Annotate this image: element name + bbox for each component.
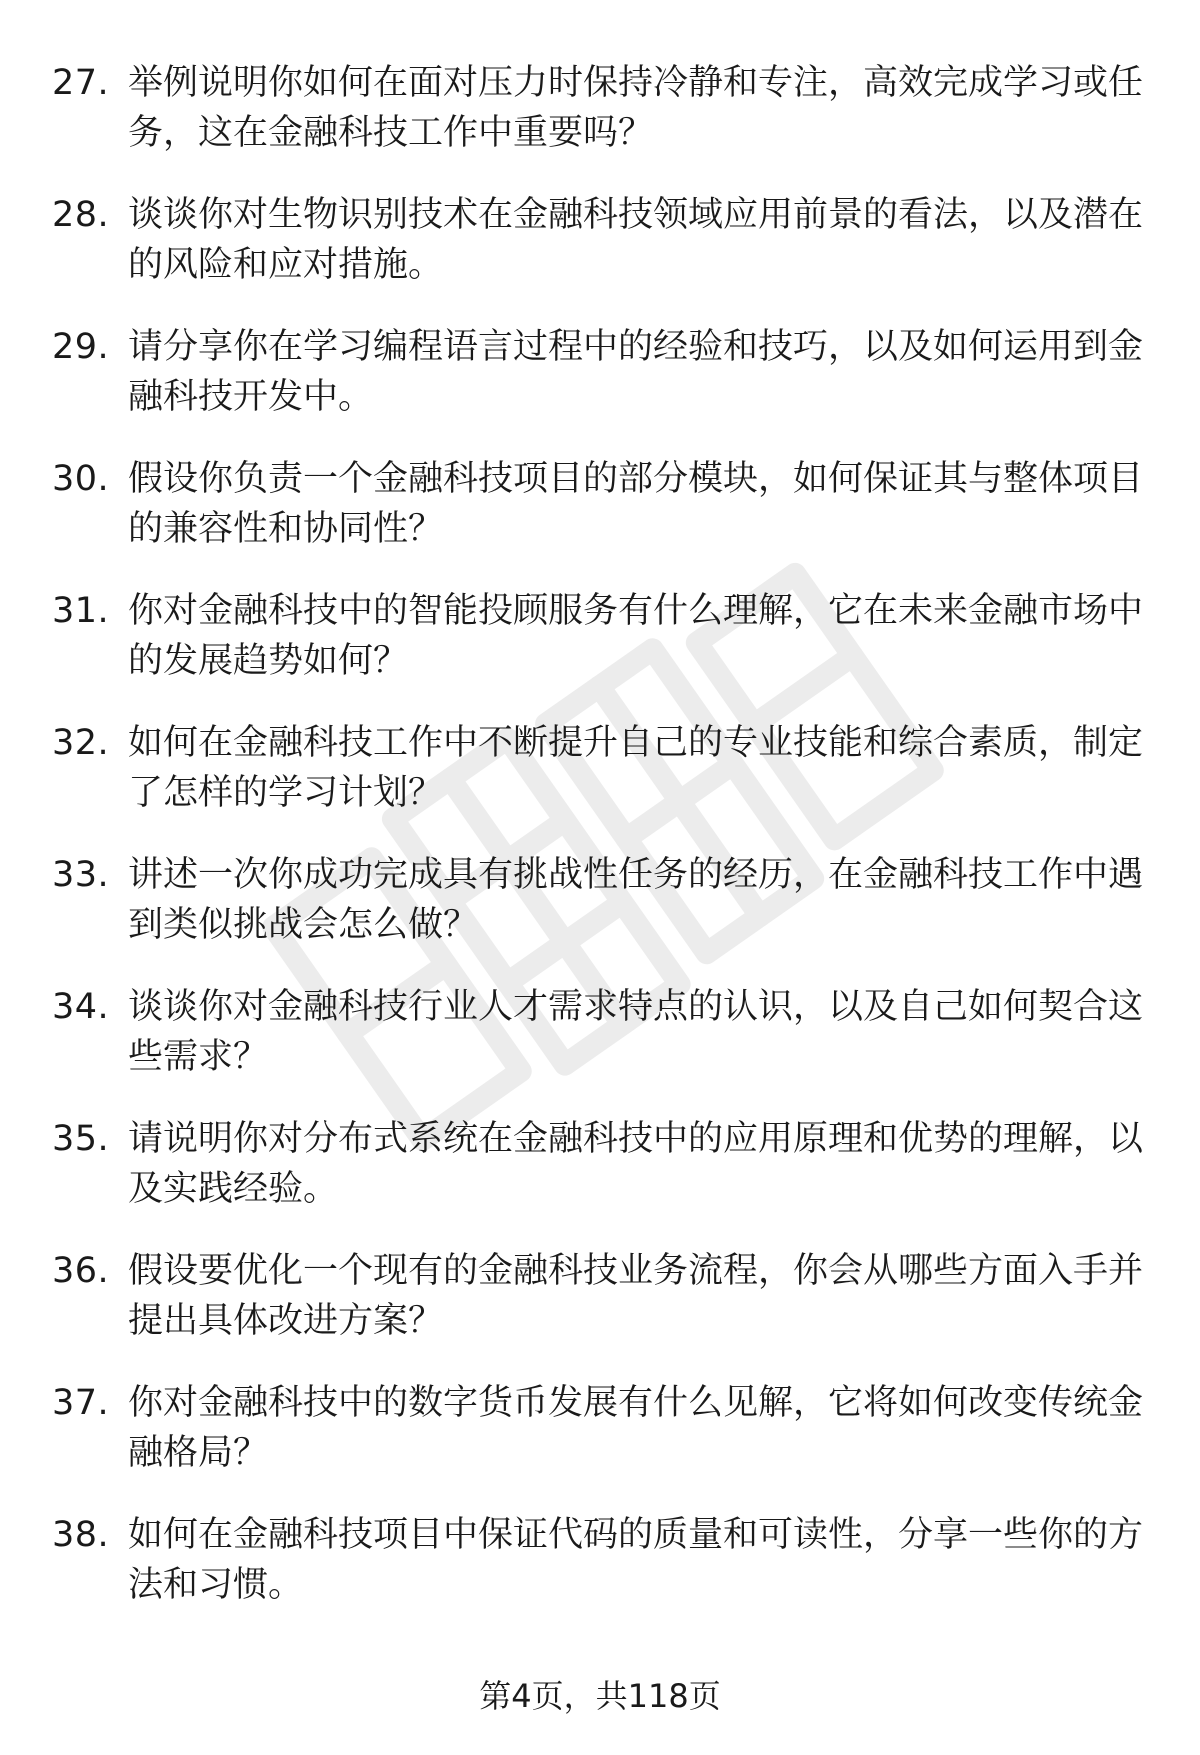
question-text: 请分享你在学习编程语言过程中的经验和技巧，以及如何运用到金融科技开发中。 xyxy=(128,327,1144,417)
question-number: 35. xyxy=(52,1119,110,1159)
question-item xyxy=(52,718,1152,850)
question-list xyxy=(52,58,1152,1642)
question-text: 你对金融科技中的智能投顾服务有什么理解，它在未来金融市场中的发展趋势如何？ xyxy=(128,591,1144,681)
question-number: 37. xyxy=(52,1383,110,1423)
question-item xyxy=(52,1114,1152,1246)
question-item xyxy=(52,58,1152,190)
question-text: 如何在金融科技项目中保证代码的质量和可读性，分享一些你的方法和习惯。 xyxy=(128,1515,1144,1605)
question-item xyxy=(52,982,1152,1114)
question-text: 如何在金融科技工作中不断提升自己的专业技能和综合素质，制定了怎样的学习计划？ xyxy=(128,723,1144,813)
question-number: 31. xyxy=(52,591,110,631)
question-number: 32. xyxy=(52,723,110,763)
page-number-footer: 第4页，共118页 xyxy=(479,1677,721,1715)
question-text: 谈谈你对生物识别技术在金融科技领域应用前景的看法，以及潜在的风险和应对措施。 xyxy=(128,195,1144,285)
question-number: 36. xyxy=(52,1251,110,1291)
question-item xyxy=(52,454,1152,586)
question-number: 28. xyxy=(52,195,110,235)
question-number: 30. xyxy=(52,459,110,499)
question-item xyxy=(52,322,1152,454)
question-text: 你对金融科技中的数字货币发展有什么见解，它将如何改变传统金融格局？ xyxy=(128,1383,1144,1473)
question-item xyxy=(52,1510,1152,1642)
question-text: 假设要优化一个现有的金融科技业务流程，你会从哪些方面入手并提出具体改进方案？ xyxy=(128,1251,1144,1341)
question-text: 假设你负责一个金融科技项目的部分模块，如何保证其与整体项目的兼容性和协同性？ xyxy=(128,459,1144,549)
question-number: 27. xyxy=(52,63,110,103)
question-text: 讲述一次你成功完成具有挑战性任务的经历，在金融科技工作中遇到类似挑战会怎么做？ xyxy=(128,855,1144,945)
question-number: 33. xyxy=(52,855,110,895)
question-number: 29. xyxy=(52,327,110,367)
question-number: 34. xyxy=(52,987,110,1027)
question-text: 举例说明你如何在面对压力时保持冷静和专注，高效完成学习或任务，这在金融科技工作中重要吗？ xyxy=(128,63,1144,153)
question-number: 38. xyxy=(52,1515,110,1555)
question-item xyxy=(52,1246,1152,1378)
question-item xyxy=(52,586,1152,718)
question-text: 谈谈你对金融科技行业人才需求特点的认识，以及自己如何契合这些需求？ xyxy=(128,987,1144,1077)
question-item xyxy=(52,850,1152,982)
question-text: 请说明你对分布式系统在金融科技中的应用原理和优势的理解，以及实践经验。 xyxy=(128,1119,1144,1209)
question-item xyxy=(52,1378,1152,1510)
question-item xyxy=(52,190,1152,322)
